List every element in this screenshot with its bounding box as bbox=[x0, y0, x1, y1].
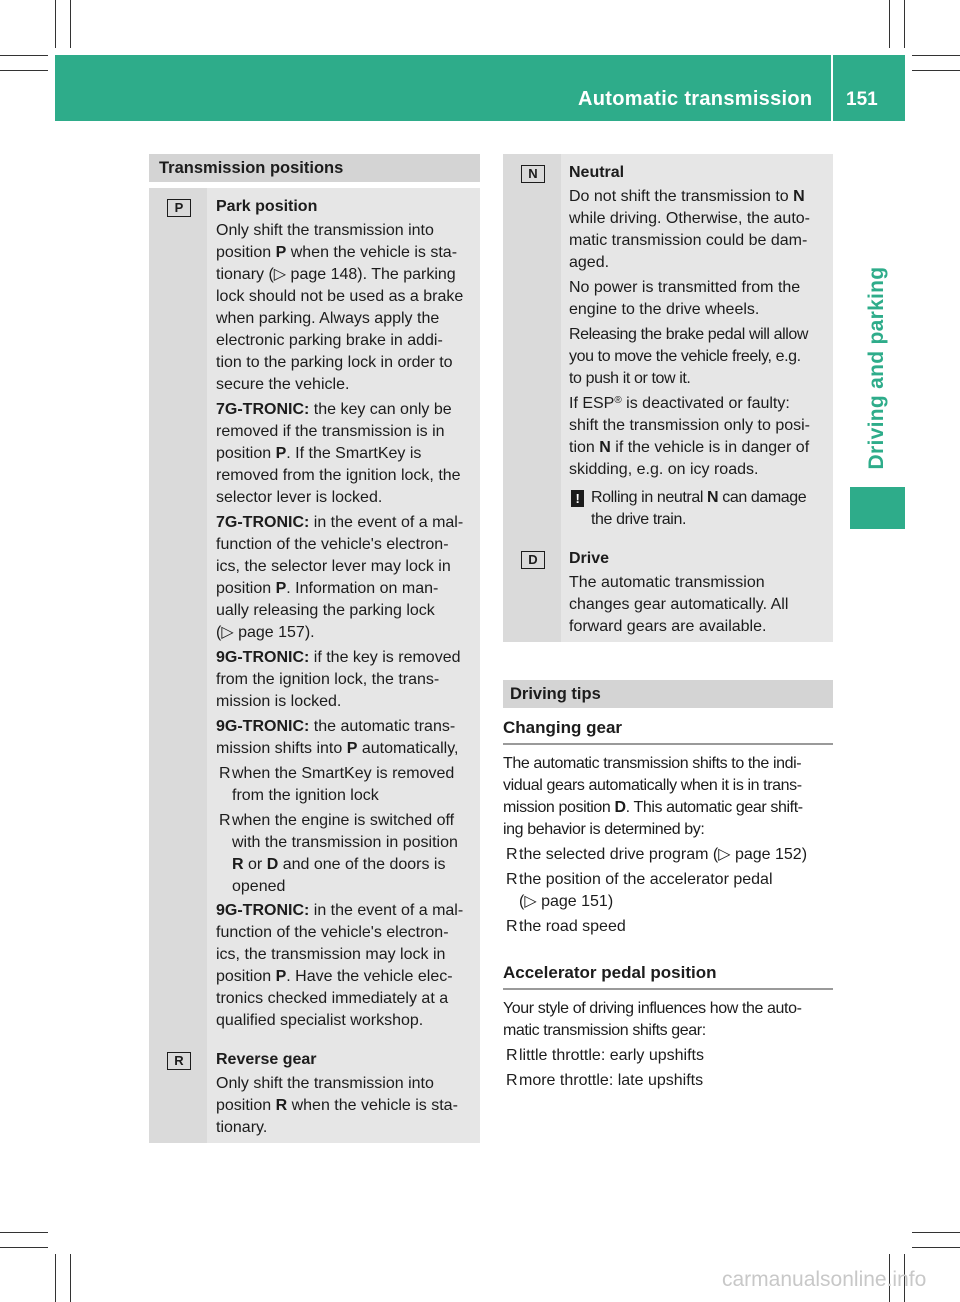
crop-mark bbox=[70, 0, 71, 48]
bullet-marker: R bbox=[506, 1072, 518, 1089]
header-divider bbox=[831, 55, 833, 121]
park-title: Park position bbox=[216, 198, 318, 215]
park-position-row bbox=[149, 188, 480, 1042]
changing-gear-heading: Changing gear bbox=[503, 718, 623, 737]
bullet-marker: R bbox=[219, 765, 231, 782]
neutral-p3: Releasing the brake pedal will allow you to move the vehicle freely, e.g. to push it or tow it. bbox=[569, 326, 809, 387]
crop-mark bbox=[912, 70, 960, 71]
neutral-title: Neutral bbox=[569, 164, 625, 181]
park-9g-key: 9G-TRONIC: if the key is removed from the ignition lock, the trans- mission is locked. bbox=[216, 649, 461, 710]
driving-tips-heading: Driving tips bbox=[503, 680, 833, 708]
page-number: 151 bbox=[846, 89, 878, 110]
crop-mark bbox=[912, 55, 960, 56]
accelerator-body: Your style of driving influences how the auto- matic transmission shifts gear: R little throttle: early upshifts R more throttle: late upshifts bbox=[503, 996, 833, 1092]
list-item: R when the engine is switched off with the transmission in position R or D and one of the doors is opened bbox=[219, 812, 458, 895]
park-7g-key: 7G-TRONIC: the key can only be removed if the transmission is in position P. If the SmartKey is removed from the ignition lock, the selector lever is locked. bbox=[216, 401, 461, 506]
drive-row bbox=[503, 540, 833, 642]
page-reference-link[interactable]: (▷ page 151) bbox=[519, 893, 614, 910]
chapter-label-text: Driving and parking bbox=[865, 266, 888, 470]
warning-icon: ! bbox=[571, 490, 584, 507]
list-item: R more throttle: late upshifts bbox=[503, 1070, 833, 1092]
neutral-p1: Do not shift the transmission to N while driving. Otherwise, the auto- matic transmission could be dam- aged. bbox=[569, 188, 810, 271]
bullet-marker: R bbox=[219, 812, 231, 829]
crop-mark bbox=[70, 1254, 71, 1302]
page-title: Automatic transmission bbox=[578, 88, 813, 110]
crop-mark bbox=[0, 1247, 48, 1248]
crop-mark bbox=[0, 70, 48, 71]
list-item: R the road speed bbox=[503, 916, 833, 938]
list-item: R little throttle: early upshifts bbox=[503, 1045, 833, 1067]
drive-gear-icon: D bbox=[521, 551, 545, 569]
transmission-positions-heading: Transmission positions bbox=[149, 154, 480, 182]
crop-mark bbox=[55, 1254, 56, 1302]
section-divider bbox=[503, 743, 833, 745]
drive-text: The automatic transmission changes gear automatically. All forward gears are available. bbox=[569, 574, 789, 635]
park-gear-icon: P bbox=[167, 199, 191, 217]
reverse-gear-row bbox=[149, 1041, 480, 1143]
neutral-p4: If ESP® is deactivated or faulty: shift the transmission only to posi- tion N if the vehicle is in danger of skidding, e.g. on icy roads. bbox=[569, 395, 810, 478]
drive-title: Drive bbox=[569, 550, 610, 567]
bullet-marker: R bbox=[506, 846, 518, 863]
accelerator-heading: Accelerator pedal position bbox=[503, 963, 717, 982]
crop-mark bbox=[889, 0, 890, 48]
reverse-title: Reverse gear bbox=[216, 1051, 317, 1068]
chapter-side-label bbox=[859, 256, 895, 480]
crop-mark bbox=[0, 55, 48, 56]
neutral-row bbox=[503, 154, 833, 540]
crop-mark bbox=[0, 1232, 48, 1233]
bullet-marker: R bbox=[506, 1047, 518, 1064]
neutral-gear-icon: N bbox=[521, 165, 545, 183]
park-7g-malfunction: 7G-TRONIC: in the event of a mal- function of the vehicle's electron- ics, the selector lever may lock in position P. Information on man- ually releasing the parking lock (▷ page 157). bbox=[216, 512, 478, 644]
park-9g-malfunction: 9G-TRONIC: in the event of a mal- function of the vehicle's electron- ics, the transmission may lock in position P. Have the vehicle elec- tronics checked immediately at a qualified specialist workshop. bbox=[216, 902, 464, 1029]
crop-mark bbox=[912, 1247, 960, 1248]
bullet-marker: R bbox=[506, 918, 518, 935]
list-item: R the selected drive program (▷ page 152) bbox=[503, 844, 833, 866]
reverse-text: Only shift the transmission into position R when the vehicle is sta- tionary. bbox=[216, 1075, 458, 1136]
neutral-warning: ! Rolling in neutral N can damage the drive train. bbox=[569, 487, 831, 531]
page-reference-link[interactable]: (▷ page 157). bbox=[216, 624, 315, 641]
changing-gear-body: The automatic transmission shifts to the indi- vidual gears automatically when it is in trans- mission position D. This automatic gear shift- ing behavior is determined by: R the selected drive program (▷ page 152) R the position of the accelerator pedal (▷ page 151) R the road speed bbox=[503, 751, 833, 938]
park-9g-auto: 9G-TRONIC: the automatic trans- mission shifts into P automatically, bbox=[216, 718, 459, 757]
bullet-marker: R bbox=[506, 871, 518, 888]
neutral-p2: No power is transmitted from the engine to the drive wheels. bbox=[569, 279, 801, 318]
section-divider bbox=[503, 988, 833, 990]
list-item: R when the SmartKey is removed from the ignition lock bbox=[219, 765, 455, 804]
list-item: R the position of the accelerator pedal (▷ page 151) bbox=[503, 869, 833, 913]
chapter-tab-marker bbox=[850, 487, 905, 529]
watermark-text: carmanualsonline.info bbox=[722, 1268, 927, 1291]
crop-mark bbox=[55, 0, 56, 48]
crop-mark bbox=[904, 0, 905, 48]
crop-mark bbox=[912, 1232, 960, 1233]
reverse-gear-icon: R bbox=[167, 1052, 191, 1070]
park-intro: Only shift the transmission into position P when the vehicle is sta- tionary (▷ page 148). The parking lock should not be used as a brake when parking. Always apply the electronic parking brake in addi- tion to the parking lock in order to secure the vehicle. bbox=[216, 222, 464, 393]
